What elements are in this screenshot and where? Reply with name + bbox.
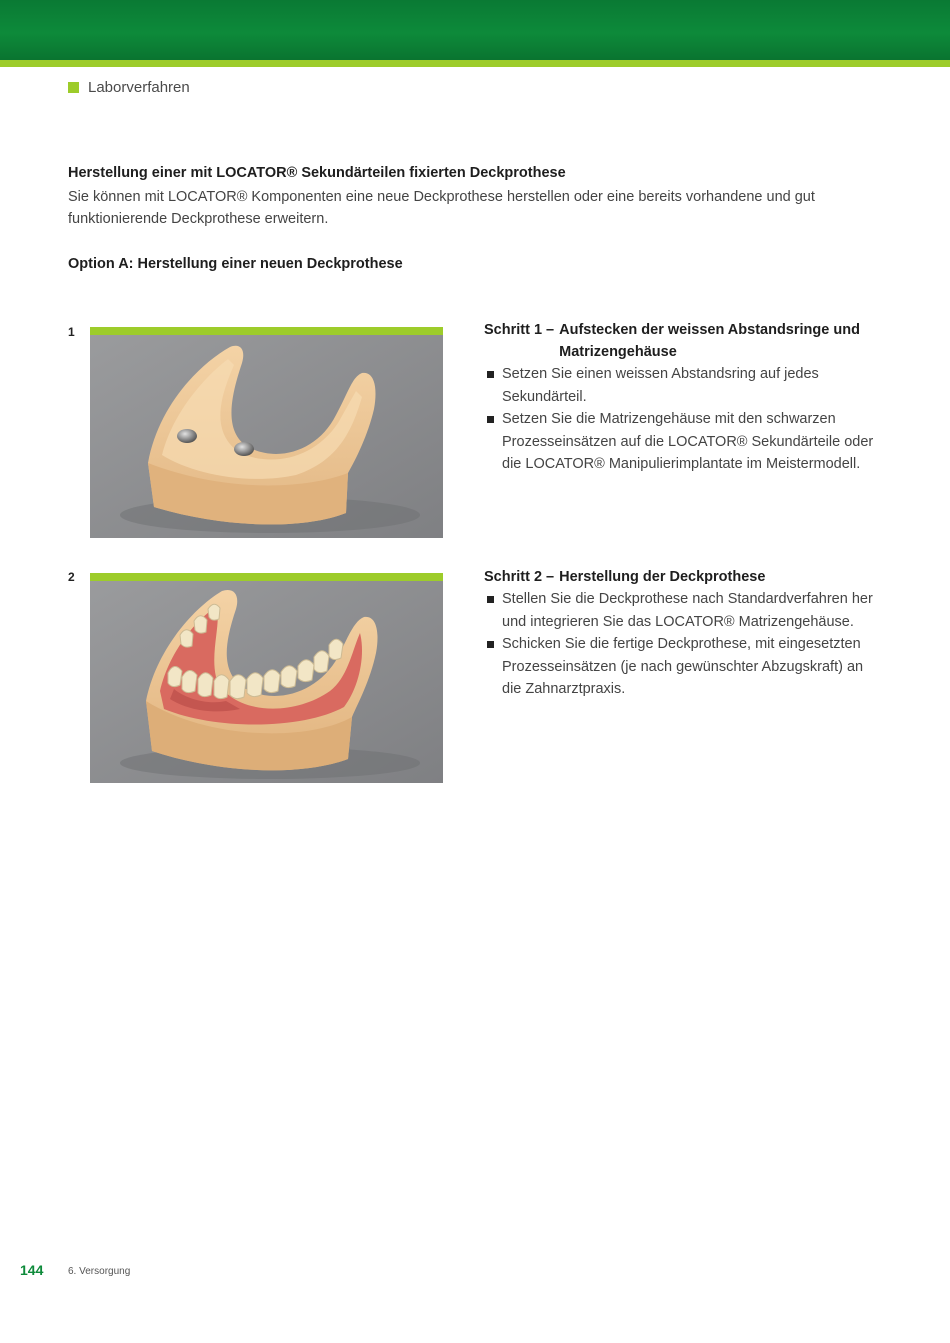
bullet-square-icon: [487, 416, 494, 423]
bullet-square-icon: [487, 371, 494, 378]
step-2-heading: Herstellung der Deckprothese: [559, 569, 766, 585]
figure-accent-bar-1: [90, 327, 443, 335]
figure-photo-2: [90, 581, 443, 783]
step-1-label: Schritt 1 –: [484, 322, 555, 338]
list-item: Schicken Sie die fertige Deckprothese, mit eingesetzten Prozesseinsätzen (je nach gewünschter Abzugskraft) an die Zahnarztpraxis.: [484, 633, 884, 701]
section-label: [68, 79, 190, 96]
header-accent-rule: [0, 60, 950, 67]
list-item: Setzen Sie einen weissen Abstandsring auf jedes Sekundärteil.: [484, 363, 884, 408]
section-title: Laborverfahren: [88, 79, 190, 96]
step-2-title: [484, 566, 884, 588]
figure-number-2: 2: [68, 570, 75, 584]
section-square-icon: [68, 82, 79, 93]
step-2-bullets: [484, 588, 884, 701]
page-heading: Herstellung einer mit LOCATOR® Sekundärteilen fixierten Deckprothese: [68, 165, 566, 181]
step-1-heading: Aufstecken der weissen Abstandsringe und Matrizengehäuse: [559, 322, 860, 360]
step-1: [484, 319, 884, 476]
header-band: [0, 0, 950, 60]
step-1-title: [484, 319, 884, 363]
option-heading: Option A: Herstellung einer neuen Deckprothese: [68, 256, 403, 272]
page-number: 144: [20, 1262, 44, 1278]
chapter-label: 6. Versorgung: [68, 1266, 131, 1277]
step-2: [484, 566, 884, 701]
figure-number-1: 1: [68, 325, 75, 339]
figure-photo-1: [90, 335, 443, 538]
list-item: Stellen Sie die Deckprothese nach Standardverfahren her und integrieren Sie das LOCATOR® Matrizengehäuse.: [484, 588, 884, 633]
bullet-square-icon: [487, 641, 494, 648]
figure-accent-bar-2: [90, 573, 443, 581]
step-2-label: Schritt 2 –: [484, 569, 555, 585]
list-item: Setzen Sie die Matrizengehäuse mit den schwarzen Prozesseinsätzen auf die LOCATOR® Sekundärteile oder die LOCATOR® Manipulierimplantate im Meistermodell.: [484, 408, 884, 476]
step-1-bullets: [484, 363, 884, 476]
bullet-square-icon: [487, 596, 494, 603]
intro-paragraph: Sie können mit LOCATOR® Komponenten eine neue Deckprothese herstellen oder eine bereits vorhandene und gut funktionierende Deckprothese erweitern.: [68, 189, 815, 227]
